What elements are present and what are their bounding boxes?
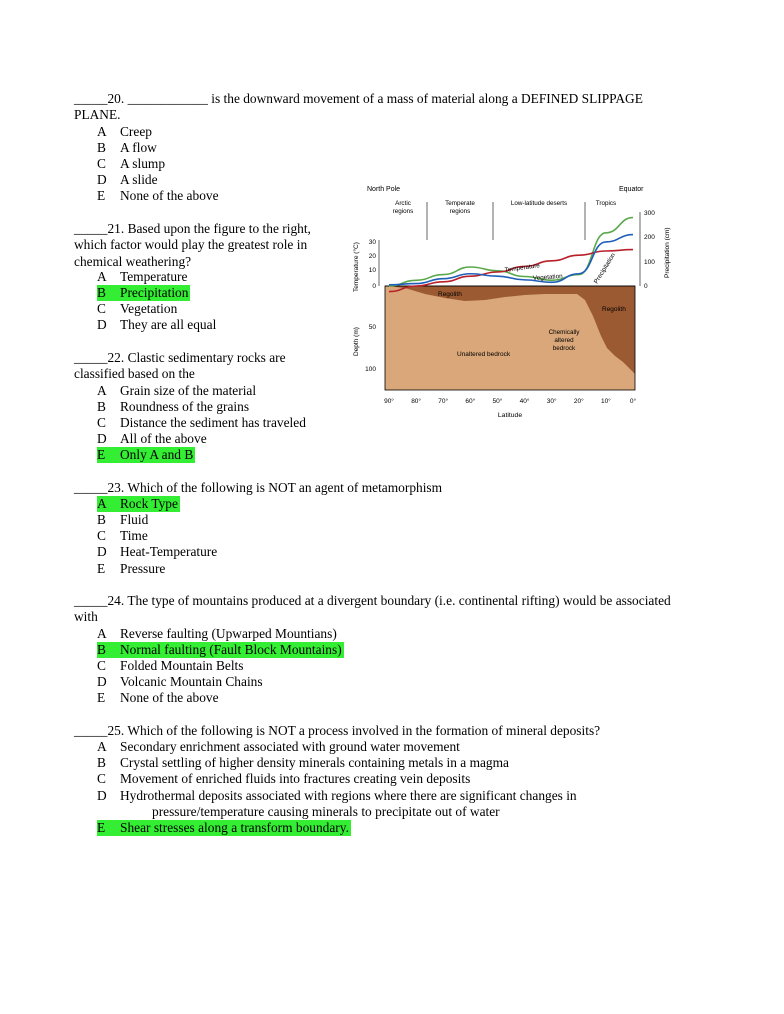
zone-labels [393, 200, 617, 215]
option-text: Volcanic Mountain Chains [120, 674, 263, 689]
option-letter: D [97, 172, 107, 187]
option-letter: D [97, 317, 107, 332]
q23-option-b[interactable] [97, 512, 148, 528]
latitude-tick: 10° [600, 398, 611, 405]
depth-tick: 50 [368, 324, 376, 331]
option-text: None of the above [120, 188, 219, 203]
option-text: Time [120, 528, 148, 543]
q23-option-e[interactable] [97, 561, 165, 577]
q22-option-e-highlighted[interactable] [97, 447, 195, 463]
question-25-stem: _____25. Which of the following is NOT a process involved in the formation of mineral deposits? [74, 723, 601, 738]
zone-temperate-line2: regions [449, 208, 471, 215]
q20-option-e[interactable] [97, 188, 219, 204]
option-text: Fluid [120, 512, 149, 527]
temp-tick: 20 [368, 253, 376, 260]
option-letter: A [97, 269, 107, 284]
q25-option-d[interactable] [97, 788, 577, 804]
figure-svg [345, 176, 675, 428]
option-letter: B [97, 755, 106, 770]
q24-option-c[interactable] [97, 658, 244, 674]
precip-tick: 200 [644, 234, 655, 241]
option-letter: D [97, 674, 107, 689]
option-text: Heat-Temperature [120, 544, 218, 559]
question-24 [74, 593, 671, 626]
latitude-tick: 90° [384, 398, 394, 405]
option-letter: E [97, 820, 106, 835]
precip-tick: 300 [644, 210, 655, 217]
q22-option-a[interactable] [97, 383, 256, 399]
question-21-stem-line2: which factor would play the greatest role in [74, 237, 308, 253]
option-letter: B [97, 399, 106, 414]
q24-option-b-highlighted[interactable] [97, 642, 344, 658]
question-20-stem: _____20. ____________ is the downward movement of a mass of material along a DEFINED SLIPPAGE [74, 91, 643, 106]
option-text: They are all equal [120, 317, 217, 332]
option-letter: E [97, 561, 106, 576]
precip-tick: 100 [644, 259, 655, 266]
temp-tick: 30 [368, 239, 376, 246]
option-text: All of the above [120, 431, 207, 446]
question-20-stem-continued: PLANE. [74, 107, 121, 123]
north-pole-label: North Pole [367, 186, 401, 193]
option-text: A slide [120, 172, 158, 187]
option-letter: D [97, 788, 107, 803]
question-21 [74, 221, 311, 270]
chemically-altered-line3: bedrock [552, 345, 576, 352]
q20-option-a[interactable] [97, 124, 152, 140]
question-23 [74, 480, 442, 496]
chemically-altered-line2: altered [554, 337, 574, 344]
option-text: Normal faulting (Fault Block Mountains) [120, 642, 342, 657]
option-letter: C [97, 528, 106, 543]
vegetation-curve-label: Vegetation [532, 272, 563, 282]
option-text: Shear stresses along a transform boundary. [120, 820, 349, 835]
option-letter: C [97, 771, 106, 786]
latitude-axis-label: Latitude [497, 412, 523, 419]
option-text: Movement of enriched fluids into fractures creating vein deposits [120, 771, 471, 786]
option-text: Folded Mountain Belts [120, 658, 244, 673]
precip-tick: 0 [644, 283, 648, 290]
q21-option-c[interactable] [97, 301, 177, 317]
option-letter: A [97, 739, 107, 754]
q25-option-e-highlighted[interactable] [97, 820, 351, 836]
option-text: Crystal settling of higher density minerals containing metals in a magma [120, 755, 509, 770]
option-text: None of the above [120, 690, 219, 705]
precipitation-ticks [644, 210, 655, 290]
option-letter: C [97, 156, 106, 171]
q23-option-c[interactable] [97, 528, 148, 544]
option-text: Secondary enrichment associated with ground water movement [120, 739, 460, 754]
latitude-tick: 40° [519, 398, 530, 405]
option-letter: A [97, 496, 107, 511]
question-22-stem: _____22. Clastic sedimentary rocks are [74, 350, 286, 365]
option-letter: E [97, 690, 106, 705]
depth-axis-label: Depth (m) [353, 327, 360, 356]
temp-tick: 0 [372, 283, 376, 290]
chemically-altered-line1: Chemically [548, 329, 580, 336]
zone-deserts: Low-latitude deserts [510, 200, 568, 207]
zone-temperate-line1: Temperate [445, 200, 475, 207]
q21-option-d[interactable] [97, 317, 216, 333]
option-text: Vegetation [120, 301, 178, 316]
option-letter: E [97, 447, 106, 462]
option-letter: B [97, 642, 106, 657]
latitude-tick: 0° [629, 398, 637, 405]
question-24-stem: _____24. The type of mountains produced at a divergent boundary (i.e. continental rifting) would be associated [74, 593, 671, 608]
option-letter: A [97, 626, 107, 641]
option-letter: D [97, 431, 107, 446]
depth-ticks [365, 324, 376, 373]
regolith-right-label: Regolith [602, 306, 626, 313]
question-25 [74, 723, 600, 739]
option-text: A slump [120, 156, 166, 171]
latitude-tick: 80° [411, 398, 422, 405]
q22-option-b[interactable] [97, 399, 249, 415]
option-text: Creep [120, 124, 152, 139]
q24-option-e[interactable] [97, 690, 219, 706]
option-letter: B [97, 512, 106, 527]
q22-option-d[interactable] [97, 431, 207, 447]
precipitation-axis-label: Precipitation (cm) [664, 227, 671, 278]
zone-arctic-line1: Arctic [395, 200, 411, 207]
temperature-ticks [369, 239, 377, 290]
q24-option-a[interactable] [97, 626, 337, 642]
option-letter: A [97, 383, 107, 398]
question-21-stem: _____21. Based upon the figure to the right, [74, 221, 311, 236]
option-letter: A [97, 124, 107, 139]
question-22 [74, 350, 286, 383]
question-20 [74, 91, 643, 124]
q25-option-b[interactable] [97, 755, 509, 771]
question-23-stem: _____23. Which of the following is NOT an agent of metamorphism [74, 480, 443, 495]
latitude-tick: 50° [492, 398, 503, 405]
option-letter: B [97, 140, 106, 155]
option-letter: D [97, 544, 107, 559]
question-22-stem-line2: classified based on the [74, 366, 195, 382]
depth-tick: 100 [365, 366, 376, 373]
q25-option-d-continuation [152, 804, 500, 820]
temperature-curve-label: Temperature [504, 262, 541, 274]
regolith-left-label: Regolith [438, 291, 462, 298]
option-text: Only A and B [120, 447, 194, 462]
question-21-stem-line3: chemical weathering? [74, 253, 192, 269]
option-text: Grain size of the material [120, 383, 257, 398]
option-letter: B [97, 285, 106, 300]
q20-option-d[interactable] [97, 172, 158, 188]
latitude-ticks [384, 397, 636, 405]
option-text: A flow [120, 140, 157, 155]
temperature-axis-label: Temperature (°C) [353, 242, 360, 292]
option-text: Hydrothermal deposits associated with regions where there are significant changes in [120, 788, 577, 803]
equator-label: Equator [619, 186, 644, 193]
q21-option-b-highlighted[interactable] [97, 285, 190, 301]
option-text: Distance the sediment has traveled [120, 415, 306, 430]
q22-option-c[interactable] [97, 415, 306, 431]
option-text: Reverse faulting (Upwarped Mountians) [120, 626, 337, 641]
option-text: Precipitation [120, 285, 189, 300]
option-text: Rock Type [120, 496, 178, 511]
q20-option-b[interactable] [97, 140, 157, 156]
zone-arctic-line2: regions [392, 208, 414, 215]
option-text: Roundness of the grains [120, 399, 250, 414]
option-letter: C [97, 415, 106, 430]
q20-option-c[interactable] [97, 156, 165, 172]
option-letter: C [97, 658, 106, 673]
latitude-tick: 20° [573, 398, 584, 405]
q23-option-a-highlighted[interactable] [97, 496, 180, 512]
option-text-continuation: pressure/temperature causing minerals to precipitate out of water [152, 804, 500, 819]
q25-option-a[interactable] [97, 739, 460, 755]
option-letter: C [97, 301, 106, 316]
precipitation-curve-label: Precipitation [592, 251, 618, 286]
question-24-stem-continued: with [74, 609, 98, 625]
q24-option-d[interactable] [97, 674, 263, 690]
latitude-tick: 70° [438, 398, 449, 405]
option-letter: E [97, 188, 106, 203]
temp-tick: 10 [368, 267, 376, 274]
option-text: Temperature [120, 269, 188, 284]
weathering-latitude-figure [345, 176, 675, 428]
q21-option-a[interactable] [97, 269, 187, 285]
q23-option-d[interactable] [97, 544, 217, 560]
zone-tropics: Tropics [595, 200, 617, 207]
latitude-tick: 30° [546, 398, 557, 405]
q25-option-c[interactable] [97, 771, 470, 787]
option-text: Pressure [120, 561, 166, 576]
unaltered-bedrock-label: Unaltered bedrock [457, 351, 511, 358]
latitude-tick: 60° [465, 398, 476, 405]
